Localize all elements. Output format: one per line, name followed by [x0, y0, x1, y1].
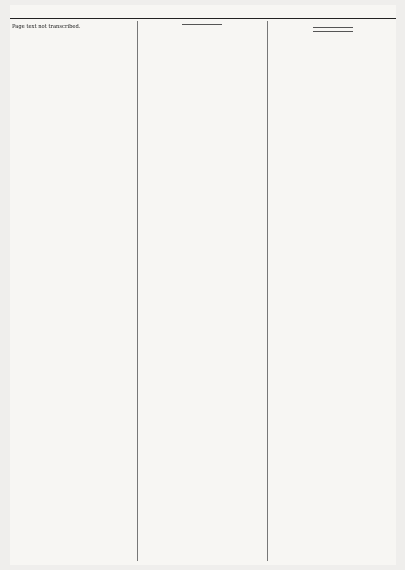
page-header — [10, 6, 396, 18]
column-2 — [142, 21, 262, 561]
section-separator — [182, 24, 222, 25]
paragraph: Page text not transcribed. — [12, 24, 81, 30]
section-separator — [313, 31, 353, 32]
column-divider-2 — [267, 21, 268, 561]
column-1 — [12, 21, 132, 561]
section-separator — [313, 27, 353, 28]
newspaper-page — [10, 5, 396, 565]
column-divider-1 — [137, 21, 138, 561]
column-3 — [272, 21, 394, 561]
header-rule — [10, 18, 396, 19]
